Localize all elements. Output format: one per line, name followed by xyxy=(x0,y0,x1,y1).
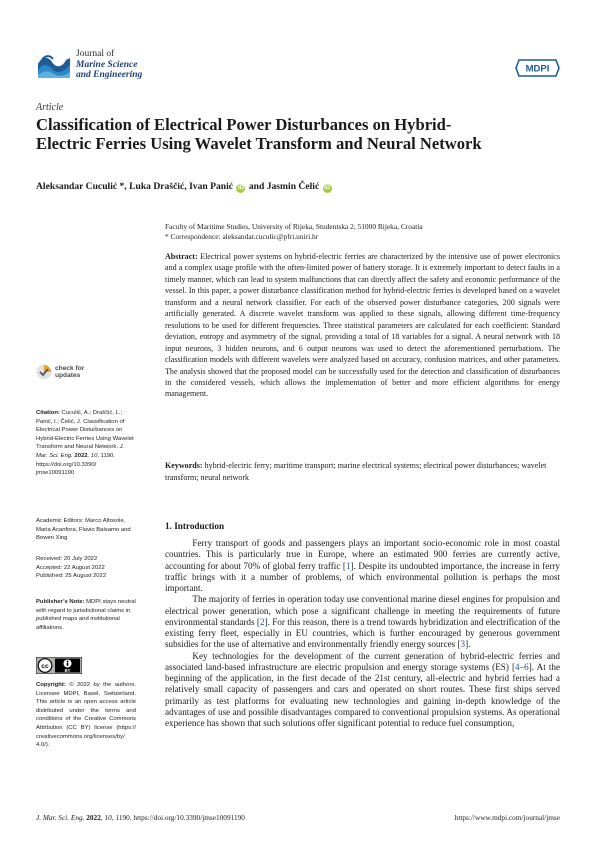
check-updates-text xyxy=(55,365,84,379)
check-for-updates-badge[interactable] xyxy=(36,364,106,402)
author-list xyxy=(36,181,566,193)
keywords xyxy=(165,460,560,483)
copyright-label: Copyright: xyxy=(36,682,66,688)
paragraph-text: ]. xyxy=(465,639,471,650)
paragraph xyxy=(165,594,560,650)
journal-name-line1: Journal of xyxy=(76,49,115,59)
orcid-icon[interactable]: iD xyxy=(237,185,244,191)
affiliation-line: Faculty of Maritime Studies, University of Rijeka, Studentska 2, 51000 Rijeka, Croatia xyxy=(165,222,423,231)
paragraph-text: ]. At the beginning of the application, in the first decade of the 21st century, all-electric and hybrid ferries had a relatively small capacity of passengers and cars and operated on short routes. These first ships served primarily as test platforms for evaluating new technologies and gaining in-depth knowledge of the advantages of use and possible disadvantages compared to conventional propulsion systems. As operational experience has shown that such solutions offer significant potential to reduce fuel consumption, xyxy=(165,661,561,728)
introduction-body xyxy=(165,538,560,729)
cc-by-license-icon[interactable] xyxy=(36,657,82,674)
correspondence-line: * Correspondence: aleksandar.cuculic@pfri.uniri.hr xyxy=(165,231,319,241)
check-updates-line2: updates xyxy=(55,372,81,379)
check-updates-icon xyxy=(36,364,52,380)
reference-link[interactable]: 1 xyxy=(345,560,351,571)
abstract-text: Electrical power systems on hybrid-electric ferries are characterized by the intensive use of power electronics and a complex usage profile with the often-limited power of battery storage. It is extremely important to detect faults in a timely manner, which can lead to system malfunctions that can directly affect the safety and economic performance of the vessel. In this paper, a power disturbance classification method for hybrid-electric ferries is developed based on a wavelet transform and a neural network classifier. For each of the observed power disturbance categories, 200 signals were artificially generated. A discrete wavelet transform was applied to these signals, allowing different time-frequency resolutions to be used for different frequencies. Three statistical parameters are calculated for each coefficient: Standard deviation, entropy and asymmetry of the signal, providing a total of 18 variables for a signal. A neural network with 18 input neurons, 3 hidden neurons, and 6 output neurons was used to detect the aforementioned perturbations. The classification models with different wavelets were analyzed based on accuracy, confusion matrices, and other parameters. The analysis showed that the proposed model can be successfully used for the detection and classification of disturbances in the considered vessels, which allows the implementation of better and more efficient algorithms for energy management. xyxy=(165,252,560,399)
keywords-text: hybrid-electric ferry; maritime transport; marine electrical systems; electrical power disturbances; wavelet transform; neural network xyxy=(165,461,547,482)
footer-citation xyxy=(36,813,245,822)
citation-volume: , 10 xyxy=(87,452,98,459)
copyright-notice xyxy=(36,681,136,750)
reference-link[interactable]: 3 xyxy=(460,639,466,650)
check-updates-line1: check for xyxy=(55,365,85,372)
authors-part2: and Jasmin Čelić xyxy=(246,181,320,192)
publication-dates xyxy=(36,555,136,581)
citation-block xyxy=(36,409,136,478)
mdpi-logo-text: MDPI xyxy=(525,63,550,75)
mdpi-logo-icon xyxy=(515,57,560,79)
journal-name-line3: and Engineering xyxy=(76,70,143,80)
publisher-note xyxy=(36,598,136,632)
paragraph-text: ]. For this reason, there is a trend towards hybridization and electrification of the existing ferry fleet, especially in EU countries, which is further encouraged by generous government subsidies for the use of alternative and environmentally friendly energy sources [ xyxy=(165,616,560,650)
abstract xyxy=(165,251,560,400)
academic-editors: Academic Editors: Marco Altosole, Maria Acanfora, Flavio Balsamo and Bowen Xing xyxy=(36,518,131,542)
date-accepted: Accepted: 22 August 2022 xyxy=(36,564,105,571)
footer-journal: J. Mar. Sci. Eng. xyxy=(36,813,85,822)
cc-by-text: BY xyxy=(64,667,71,673)
paragraph xyxy=(165,538,560,594)
date-published: Published: 25 August 2022 xyxy=(36,573,107,580)
reference-link[interactable]: 2 xyxy=(259,616,265,627)
reference-link[interactable]: 4–6 xyxy=(515,661,529,672)
paragraph-text: ]. Despite its undoubted importance, the increase in ferry traffic brings with it a number of problems, of which environmental pollution is perhaps the most important. xyxy=(165,560,560,593)
citation-label: Citation: xyxy=(36,410,60,416)
authors-part1: Aleksandar Cuculić *, Luka Draščić, Ivan Panić xyxy=(36,181,234,192)
copyright-text: © 2022 by the authors. Licensee MDPI, Basel, Switzerland. This article is an open access article distributed under the terms and conditions of the Creative Commons Attribution (CC BY) license (https:// creativecommons.org/licenses/by/ 4.0/). xyxy=(36,682,136,749)
citation-year: 2022 xyxy=(72,452,88,459)
section-heading-introduction: 1. Introduction xyxy=(165,521,225,531)
paragraph-text: The majority of ferries in operation today use conventional marine diesel engines for propulsion and electrical power generation, which pose a significant challenge in meeting the requirements of future environmental standards [ xyxy=(165,594,560,627)
date-received: Received: 20 July 2022 xyxy=(36,556,98,562)
citation-text: Cuculić, A.; Draščić, L.; Panić, I.; Čelić, J. Classification of Electrical Power Disturbances on Hybrid-Electric Ferries Using Wavelet Transform and Neural Network. xyxy=(36,410,134,451)
publisher-note-text: MDPI stays neutral with regard to jurisdictional claims in published maps and institutional affiliations. xyxy=(36,599,136,631)
footer-year: 2022 xyxy=(84,813,101,822)
citation-doi[interactable]: , 1190. https://doi.org/10.3390/ jmse10091190 xyxy=(36,452,115,477)
footer-journal-url[interactable]: https://www.mdpi.com/journal/jmse xyxy=(454,813,560,822)
footer-volume: , 10 xyxy=(100,813,112,822)
journal-logo-waves-icon xyxy=(36,50,72,80)
journal-name-line2: Marine Science xyxy=(76,59,138,70)
paragraph-text: Key technologies for the development of the current generation of hybrid-electric ferries and associated land-based infrastructure are electric propulsion and energy storage systems (ES) [ xyxy=(165,650,560,672)
citation-journal: J. Mar. Sci. Eng. xyxy=(36,444,125,459)
publisher-note-label: Publisher’s Note: xyxy=(36,599,85,605)
cc-logo-text: cc xyxy=(41,663,49,670)
paragraph-text: Ferry transport of goods and passengers plays an important socio-economic role in most coastal countries. This is particularly true in Europe, where an estimated 900 ferries are currently active, accounting for about 70% of global ferry traffic [ xyxy=(165,538,560,571)
article-title: Classification of Electrical Power Disturbances on Hybrid-Electric Ferries Using Wavelet Transform and Neural Network xyxy=(36,115,482,154)
footer-doi[interactable]: , 1190. https://doi.org/10.3390/jmse10091190 xyxy=(111,813,245,822)
orcid-icon[interactable]: iD xyxy=(324,185,331,191)
paragraph xyxy=(165,651,560,730)
affiliation xyxy=(165,222,423,241)
article-type: Article xyxy=(36,102,64,113)
keywords-label: Keywords: xyxy=(165,461,203,470)
journal-name xyxy=(76,49,142,81)
abstract-label: Abstract: xyxy=(165,252,198,261)
